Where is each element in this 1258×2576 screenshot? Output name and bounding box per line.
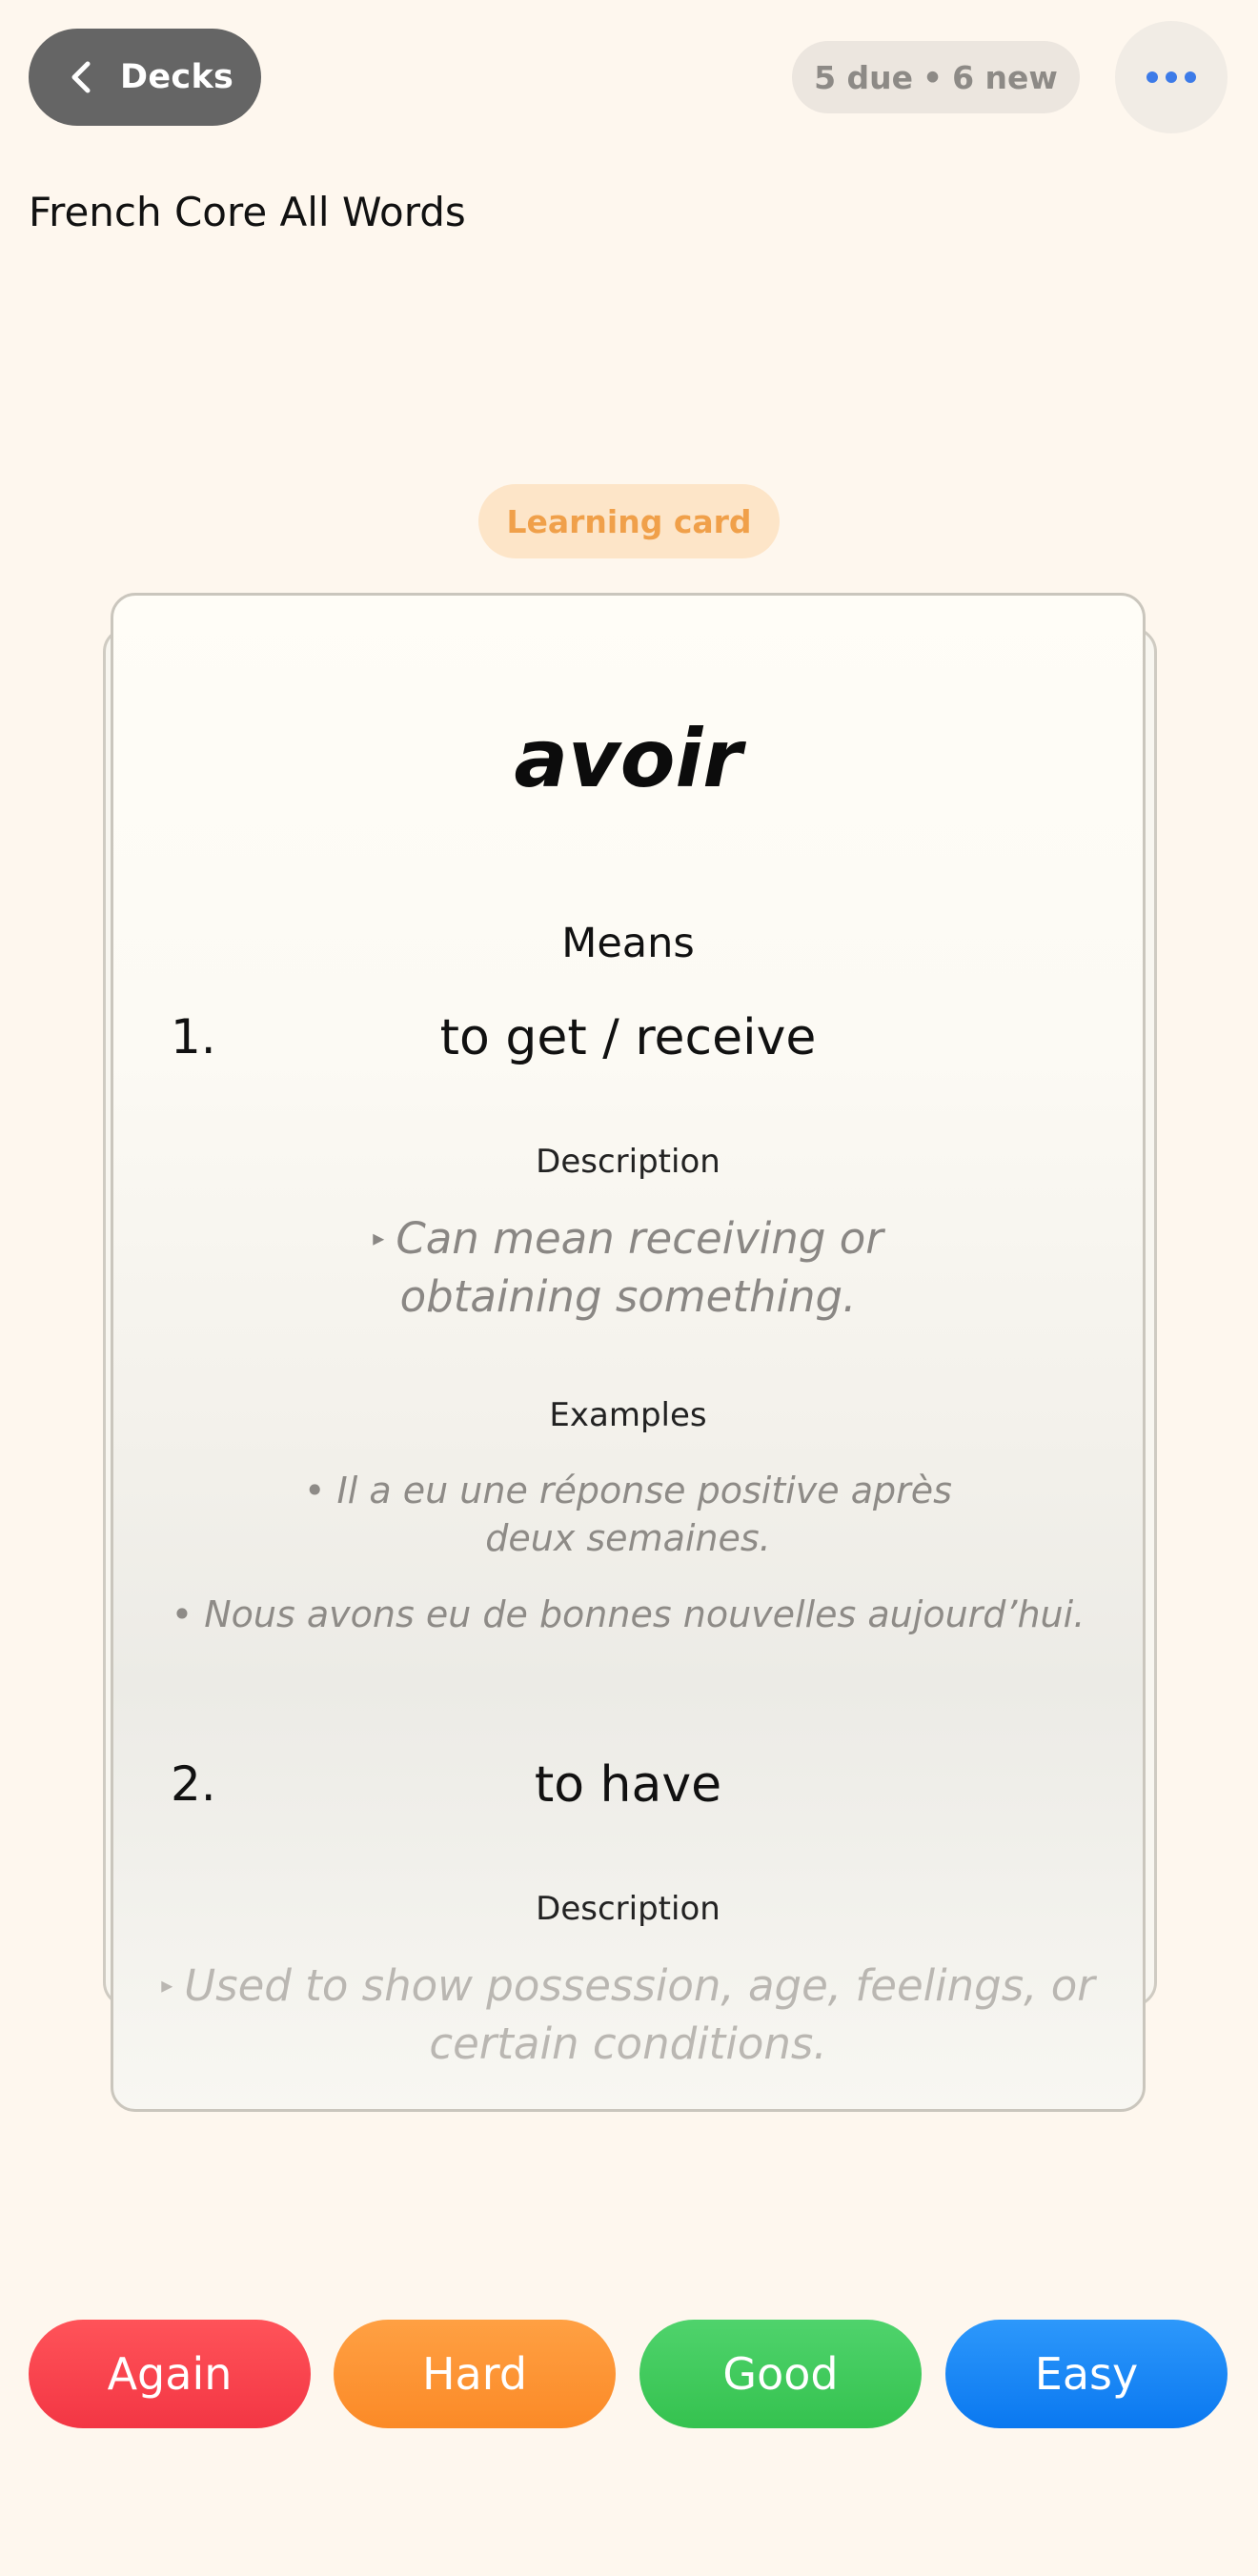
due-status-badge — [792, 41, 1080, 113]
easy-button[interactable]: Easy — [945, 2320, 1228, 2428]
more-options-button[interactable] — [1115, 21, 1228, 133]
flashcard[interactable] — [111, 593, 1146, 2112]
back-to-decks-button[interactable] — [29, 29, 261, 126]
triangle-bullet-icon: ▸ — [161, 1972, 173, 1998]
learning-card-badge: Learning card — [478, 484, 780, 558]
chevron-left-icon — [65, 60, 99, 94]
deck-title: French Core All Words — [29, 189, 466, 235]
triangle-bullet-icon: ▸ — [373, 1225, 385, 1251]
due-count: 5 due — [814, 58, 914, 96]
new-count: 6 new — [952, 58, 1058, 96]
hard-button[interactable]: Hard — [334, 2320, 616, 2428]
examples-heading: Examples — [549, 1396, 707, 1434]
means-heading: Means — [561, 920, 695, 967]
meaning-number: 2. — [171, 1756, 216, 1812]
description-heading: Description — [536, 1890, 720, 1928]
status-separator: • — [923, 58, 944, 96]
meaning-text: to get / receive — [439, 1009, 817, 1066]
again-button[interactable]: Again — [29, 2320, 311, 2428]
meaning-number: 1. — [171, 1009, 216, 1065]
description-text: ▸ Used to show possession, age, feelings, or certain conditions. — [161, 1960, 1095, 2069]
description-heading: Description — [536, 1143, 720, 1181]
more-horizontal-icon — [1143, 70, 1200, 85]
good-button[interactable]: Good — [639, 2320, 922, 2428]
card-word: avoir — [514, 712, 742, 805]
example-sentence: • Nous avons eu de bonnes nouvelles aujourd’hui. — [171, 1593, 1086, 1635]
description-text: ▸ Can mean receiving or obtaining something. — [373, 1213, 883, 1322]
meaning-text: to have — [534, 1756, 722, 1814]
example-sentence: • Il a eu une réponse positive après deux semaines. — [304, 1470, 952, 1559]
back-button-label: Decks — [120, 58, 234, 96]
